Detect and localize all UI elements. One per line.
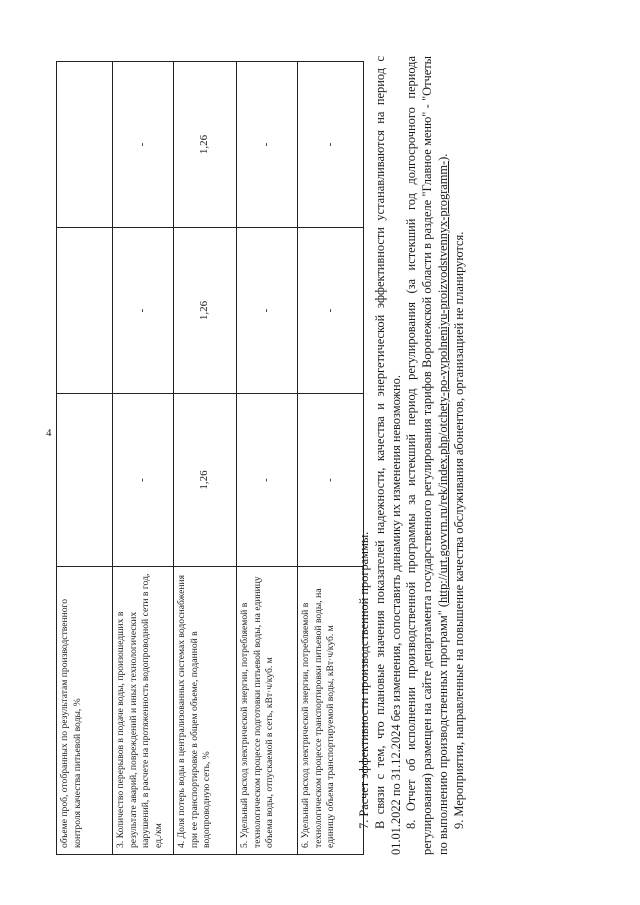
value-cell: - (113, 228, 174, 394)
value-cell: - (298, 394, 364, 567)
indicator-label: 5. Удельный расход электрической энергии, потребляемой в технологическом процессе подготовки питьевой воды, на единицу объема воды, отпускаемой в сеть, кВт·ч/куб. м (237, 567, 298, 855)
value-cell (57, 62, 113, 228)
value-cell: - (237, 394, 298, 567)
indicator-label: объеме проб, отобранных по результатам производственного контроля качества питьевой воды, % (57, 567, 113, 855)
section-8-end: ). (435, 153, 450, 161)
value-cell (57, 228, 113, 394)
value-cell: 1,26 (174, 394, 237, 567)
table-row (57, 62, 113, 855)
value-cell: 1,26 (174, 228, 237, 394)
value-cell: - (237, 62, 298, 228)
value-cell: - (298, 228, 364, 394)
body-text (357, 56, 468, 855)
table-row (113, 62, 174, 855)
value-cell: - (298, 62, 364, 228)
page-number: 4 (46, 427, 52, 439)
table-row (174, 62, 237, 855)
section-9-paragraph: 9. Мероприятия, направленные на повышение качества обслуживания абонентов, организацией не планируются. (451, 231, 466, 829)
value-cell: - (113, 62, 174, 228)
value-cell: - (237, 228, 298, 394)
indicator-label: 6. Удельный расход электрической энергии, потребляемой в технологическом процессе транспортировки питьевой воды, на единицу объема транспортируемой воды, кВт·ч/куб. м (298, 567, 364, 855)
table-row (298, 62, 364, 855)
section-8-paragraph (404, 56, 451, 855)
indicator-label: 4. Доля потерь воды в централизованных системах водоснабжения при ее транспортировке в общем объеме, поданной в водопроводную сеть, % (174, 567, 237, 855)
indicators-table (56, 61, 364, 855)
value-cell: 1,26 (174, 62, 237, 228)
section-7-heading: 7. Расчет эффективности производственной программы. (357, 531, 371, 829)
value-cell: - (113, 394, 174, 567)
table-row (237, 62, 298, 855)
indicator-label: 3. Количество перерывов в подаче воды, произошедших в результате аварий, повреждений и иных технологических нарушений, в расчете на протяженность водопроводной сети в год, ед./км (113, 567, 174, 855)
report-link[interactable]: http://urt.govvrn.ru/rek/index.php/otchety-po-vypolneniyu-proizvodstvennyx-programm- (435, 160, 450, 604)
value-cell (57, 394, 113, 567)
section-7-body: В связи с тем, что плановые значения показателей надежности, качества и энергетической эффективности устанавливаются на период с 01.01.2022 по 31.12.2024 без изменения, сопоставить динамику их изменения невозможно. (372, 56, 403, 855)
section-8-text: 8. Отчет об исполнении производственной программы за истекший период регулирования (за истекший год долгосрочного периода регулирования) размещен на сайте департамента государственного регулирования тарифов Воронежской области в разделе "Главное меню" - "Отчеты по выполнению производственных программ" ( (404, 56, 450, 855)
